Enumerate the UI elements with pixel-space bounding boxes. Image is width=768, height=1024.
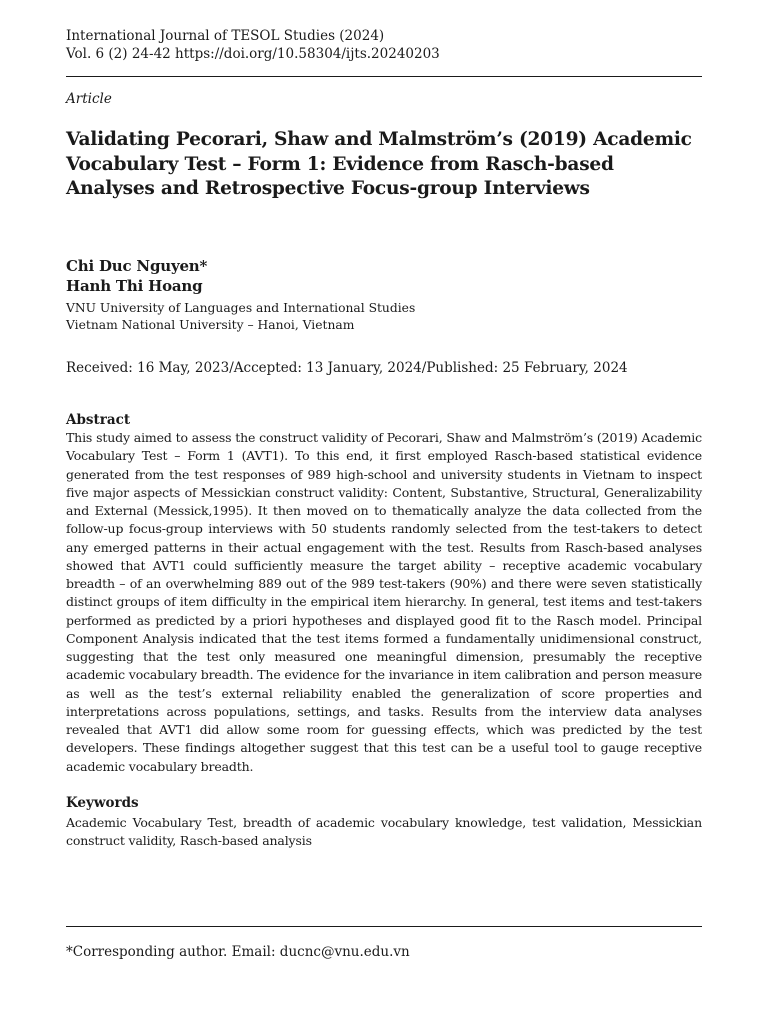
keywords-heading: Keywords	[66, 795, 139, 811]
author-name: Hanh Thi Hoang	[66, 277, 203, 295]
paper-title: Validating Pecorari, Shaw and Malmström’s (2019) Academic Vocabulary Test – Form 1: Evidence from Rasch-based Analyses and Retrospective Focus-group Interviews	[66, 129, 692, 199]
publication-dates: Received: 16 May, 2023/Accepted: 13 January, 2024/Published: 25 February, 2024	[66, 360, 628, 376]
keywords-text: Academic Vocabulary Test, breadth of academic vocabulary knowledge, test validation, Messickian construct validity, Rasch-based analysis	[66, 815, 702, 848]
footnote-divider	[66, 926, 702, 927]
article-type-label: Article	[66, 91, 112, 107]
keywords-section	[66, 794, 702, 850]
journal-name: International Journal of TESOL Studies (2024)	[66, 28, 385, 44]
author-block	[66, 256, 415, 334]
abstract-section	[66, 411, 702, 776]
abstract-heading: Abstract	[66, 412, 131, 428]
affiliation: Vietnam National University – Hanoi, Vietnam	[66, 318, 355, 332]
header-divider	[66, 76, 702, 77]
journal-header	[66, 27, 440, 63]
corresponding-author-footnote: *Corresponding author. Email: ducnc@vnu.edu.vn	[66, 944, 410, 960]
affiliation: VNU University of Languages and International Studies	[66, 301, 416, 315]
abstract-text: This study aimed to assess the construct validity of Pecorari, Shaw and Malmström’s (2019) Academic Vocabulary Test – Form 1 (AVT1). To this end, it first employed Rasch-based statistical evidence generated from the test responses of 989 high-school and university students in Vietnam to inspect five major aspects of Messickian construct validity: Content, Substantive, Structural, Generalizability and External (Messick,1995). It then moved on to thematically analyze the data collected from the follow-up focus-group interviews with 50 students randomly selected from the test-takers to detect any emerged patterns in their actual engagement with the test. Results from Rasch-based analyses showed that AVT1 could sufficiently measure the target ability – receptive academic vocabulary breadth – of an overwhelming 889 out of the 989 test-takers (90%) and there were seven statistically distinct groups of item difficulty in the empirical item hierarchy. In general, test items and test-takers performed as predicted by a priori hypotheses and displayed good fit to the Rasch model. Principal Component Analysis indicated that the test items formed a fundamentally unidimensional construct, suggesting that the test only measured one meaningful dimension, presumably the receptive academic vocabulary breadth. The evidence for the invariance in item calibration and person measure as well as the test’s external reliability enabled the generalization of score properties and interpretations across populations, settings, and tasks. Results from the interview data analyses revealed that AVT1 did allow some room for guessing effects, which was predicted by the test developers. These findings altogether suggest that this test can be a useful tool to gauge receptive academic vocabulary breadth.	[66, 430, 702, 774]
paper-page	[66, 0, 702, 1024]
volume-doi: Vol. 6 (2) 24-42 https://doi.org/10.58304/ijts.20240203	[66, 46, 440, 62]
author-name: Chi Duc Nguyen*	[66, 257, 208, 275]
